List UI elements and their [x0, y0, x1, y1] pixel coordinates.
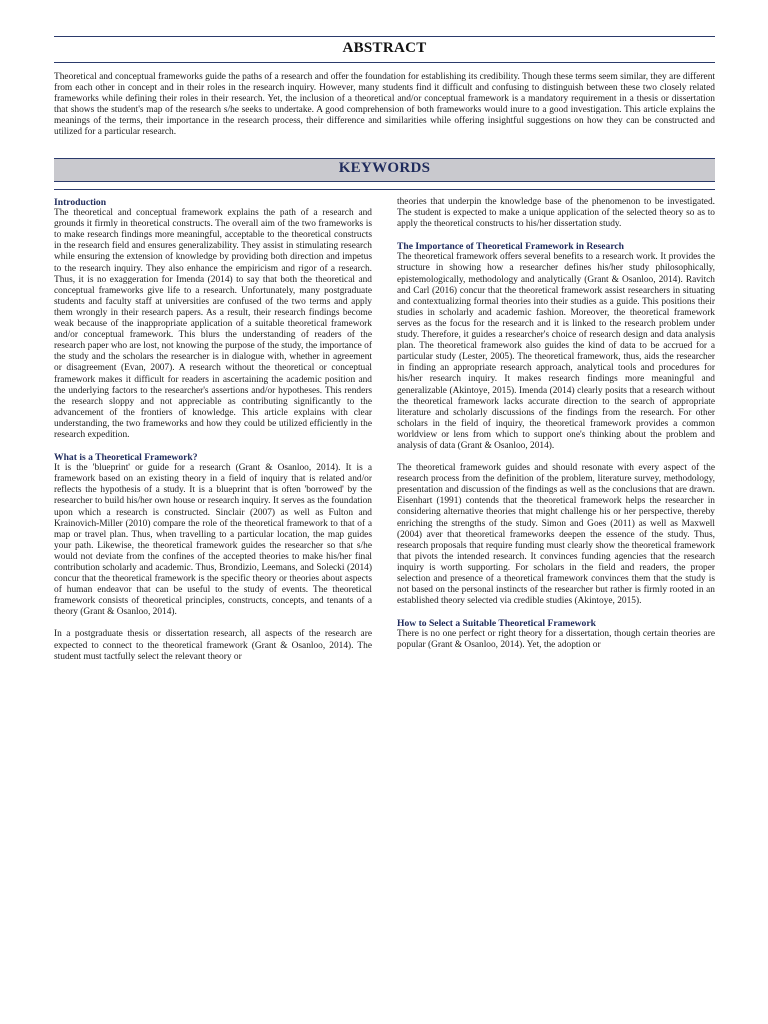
- right-column: [397, 197, 715, 652]
- section-heading-introduction: Introduction: [54, 197, 107, 208]
- abstract-text: Theoretical and conceptual frameworks guide the paths of a research and offer the foundation for establishing its credibility. Though these terms seem similar, they are different from each other in concept and in their roles in the research inquiry. However, many students find it difficult and confusing to distinguish between these two closely related frameworks while defining their roles in their research. Yet, the inclusion of a theoretical and/or conceptual framework is a mandatory requirement in a thesis or dissertation that shows the student's map of the research s/he seeks to undertake. A good comprehension of both frameworks would inure to a good investigation. This article explains the meanings of the terms, their importance in the research process, their difference and similarities while offering insightful suggestions on how they can be constructed and utilized for a particular research.: [54, 72, 715, 138]
- introduction-paragraph: The theoretical and conceptual framework explains the path of a research and grounds it firmly in theoretical constructs. The overall aim of the two frameworks is to make research findings more meaningful, acceptable to the theoretical constructs in the research field and ensures generalizability. They assist in stimulating research while ensuring the extension of knowledge by providing both direction and impetus to the research inquiry. They also enhance the empiricism and rigor of a research. Thus, it is no exaggeration for Imenda (2014) to say that both the theoretical and conceptual frameworks give life to a research. Unfortunately, many postgraduate students and faculty staff at universities are confused of the two terms and apply them wrongly in their research papers. As a result, their research findings become weak because of the inappropriate application of a suitable theoretical framework and/or conceptual framework. This blurs the understanding of readers of the research paper who are lost, not knowing the purpose of the study, the importance of the study and the scholars the researcher is in dialogue with, whether in agreement or disagreement (Evan, 2007). A research without the theoretical or conceptual framework makes it difficult for readers in ascertaining the academic position and the underlying factors to the researcher's assertions and/or hypotheses. This renders the research sloppy and not appreciable as contributing significantly to the advancement of the frontiers of knowledge. This article explains with clear understanding, the two frameworks and how they could be utilized efficiently in the research expedition.: [54, 208, 372, 440]
- guides-paragraph: The theoretical framework guides and should resonate with every aspect of the research process from the definition of the problem, literature survey, methodology, presentation and discussion of the findings as well as the conclusions that are drawn. Eisenhart (1991) contends that the theoretical framework helps the researcher in considering alternative theories that might challenge his or her perspective, thereby enriching the strengths of the study. Simon and Goes (2011) as well as Maxwell (2004) aver that theoretical frameworks deepen the essence of the study. Thus, research proposals that require funding must clearly show the theoretical framework that pivots the intended research. It convinces funding agencies that the research inquiry is worth supporting. For scholars in the field and readers, the proper selection and presence of a theoretical framework convinces them that the study is not based on the personal instincts of the researcher but rather is firmly rooted in an established theory selected via credible studies (Akintoye, 2015).: [397, 463, 715, 607]
- postgraduate-paragraph: In a postgraduate thesis or dissertation research, all aspects of the research are expected to connect to the theoretical framework (Grant & Osanloo, 2014). The student must tactfully select the relevant theory or: [54, 629, 372, 662]
- importance-paragraph: The theoretical framework offers several benefits to a research work. It provides the structure in showing how a researcher defines his/her study philosophically, epistemologically, methodology and analytically (Grant & Osanloo, 2014). Ravitch and Carl (2016) concur that the theoretical framework assist researchers in situating and contextualizing formal theories into their studies as a guide. This positions their studies in scholarly and academic fashion. Moreover, the theoretical framework serves as the focus for the research and it is linked to the research problem under study. Therefore, it guides a researcher's choice of research design and data analysis plan. The theoretical framework also guides the kind of data to be accrued for a particular study (Lester, 2005). The theoretical framework, thus, aids the researcher in finding an appropriate research approach, analytical tools and procedures for his/her research inquiry. It makes research findings more meaningful and generalizable (Akintoye, 2015). Imenda (2014) clearly posits that a research without the theoretical framework lacks accurate direction to the search of appropriate literature and scholarly discussions of the findings from the research. For other scholars in the field of inquiry, the theoretical framework provides a common worldview or lens from which to support one's thinking about the problem and analysis of data (Grant & Osanloo, 2014).: [397, 252, 715, 451]
- section-heading-what-is-theoretical-framework: What is a Theoretical Framework?: [54, 452, 198, 464]
- keywords-heading: KEYWORDS: [338, 160, 431, 176]
- abstract-heading: ABSTRACT: [342, 40, 427, 56]
- select-paragraph: There is no one perfect or right theory for a dissertation, though certain theories are popular (Grant & Osanloo, 2014). Yet, the adoption or: [397, 629, 715, 651]
- continued-paragraph: theories that underpin the knowledge base of the phenomenon to be investigated. The student is expected to make a unique application of the selected theory so as to apply the theoretical constructs to his/her dissertation study.: [397, 197, 715, 230]
- section-heading-how-to-select: How to Select a Suitable Theoretical Framework: [397, 618, 596, 630]
- theoretical-framework-definition-paragraph: It is the 'blueprint' or guide for a research (Grant & Osanloo, 2014). It is a framework based on an existing theory in a field of inquiry that is related and/or reflects the hypothesis of a study. It is a blueprint that is often 'borrowed' by the researcher to build his/her own house or research inquiry. It serves as the foundation upon which a research is constructed. Sinclair (2007) as well as Fulton and Krainovich-Miller (2010) compare the role of the theoretical framework to that of a map or travel plan. Thus, when travelling to a particular location, the map guides your path. Likewise, the theoretical framework guides the researcher so that s/he would not deviate from the confines of the accepted theories to make his/her final contribution scholarly and academic. Thus, Brondizio, Leemans, and Solecki (2014) concur that the theoretical framework is the specific theory or theories about aspects of human endeavor that can be useful to the study of events. The theoretical framework consists of theoretical principles, constructs, concepts, and tenants of a theory (Grant & Osanloo, 2014).: [54, 463, 372, 618]
- section-heading-importance: The Importance of Theoretical Framework in Research: [397, 241, 625, 253]
- keywords-bottom-rule: [54, 189, 715, 190]
- left-column: [54, 197, 372, 663]
- top-rule: [54, 36, 715, 37]
- abstract-rule: [54, 62, 715, 63]
